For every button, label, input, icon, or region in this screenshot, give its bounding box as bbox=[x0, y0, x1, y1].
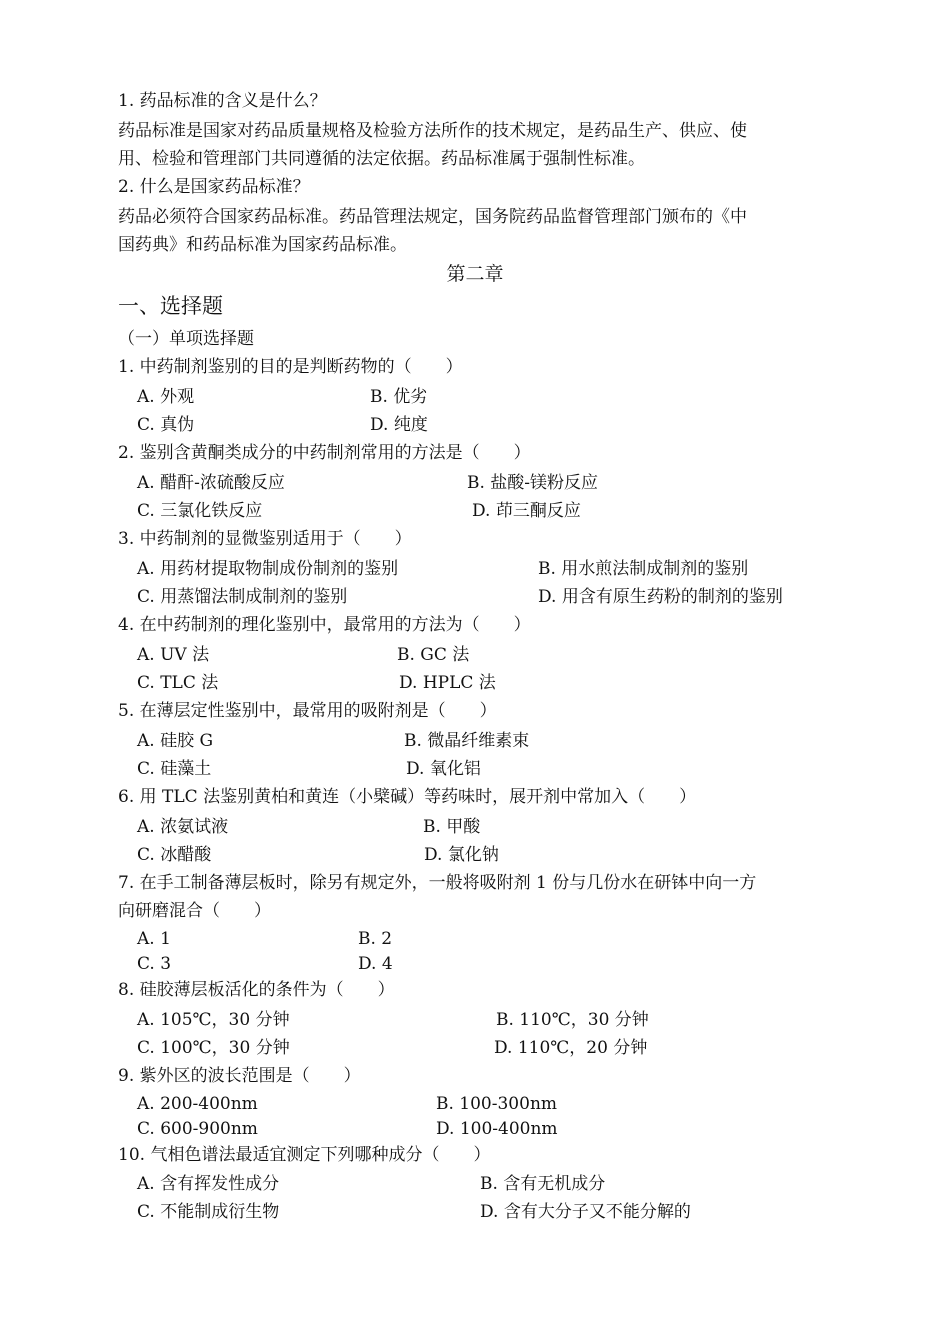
question-8-option-a: A. 105℃，30 分钟 bbox=[137, 1010, 290, 1030]
question-10-option-c: C. 不能制成衍生物 bbox=[137, 1202, 280, 1222]
intro-answer-2-line-2: 国药典》和药品标准为国家药品标准。 bbox=[118, 235, 407, 255]
question-3-option-c: C. 用蒸馏法制成制剂的鉴别 bbox=[137, 587, 348, 607]
question-10-option-d: D. 含有大分子又不能分解的 bbox=[480, 1202, 691, 1222]
question-7-option-b: B. 2 bbox=[358, 929, 393, 949]
intro-question-1: 1. 药品标准的含义是什么？ bbox=[118, 91, 327, 111]
question-5-option-a: A. 硅胶 G bbox=[137, 731, 214, 751]
question-2-option-a: A. 醋酐-浓硫酸反应 bbox=[137, 473, 285, 493]
question-2-stem: 2. 鉴别含黄酮类成分的中药制剂常用的方法是（ ） bbox=[118, 443, 531, 463]
question-1-option-d: D. 纯度 bbox=[370, 415, 428, 435]
question-1-option-c: C. 真伪 bbox=[137, 415, 195, 435]
question-7-option-d: D. 4 bbox=[358, 954, 393, 974]
intro-answer-1-line-2: 用、检验和管理部门共同遵循的法定依据。药品标准属于强制性标准。 bbox=[118, 149, 645, 169]
question-4-stem: 4. 在中药制剂的理化鉴别中，最常用的方法为（ ） bbox=[118, 615, 531, 635]
question-10-option-a: A. 含有挥发性成分 bbox=[137, 1174, 280, 1194]
question-1-stem: 1. 中药制剂鉴别的目的是判断药物的（ ） bbox=[118, 357, 463, 377]
question-3-option-d: D. 用含有原生药粉的制剂的鉴别 bbox=[538, 587, 783, 607]
question-9-option-b: B. 100-300nm bbox=[436, 1094, 558, 1114]
question-8-option-b: B. 110℃，30 分钟 bbox=[496, 1010, 649, 1030]
question-10-stem: 10. 气相色谱法最适宜测定下列哪种成分（ ） bbox=[118, 1145, 491, 1165]
question-7-option-a: A. 1 bbox=[137, 929, 171, 949]
question-2-option-b: B. 盐酸-镁粉反应 bbox=[467, 473, 599, 493]
question-1-option-a: A. 外观 bbox=[137, 387, 195, 407]
intro-question-2: 2. 什么是国家药品标准？ bbox=[118, 177, 310, 197]
intro-answer-2-line-1: 药品必须符合国家药品标准。药品管理法规定，国务院药品监督管理部门颁布的《中 bbox=[118, 207, 747, 227]
question-5-option-c: C. 硅藻土 bbox=[137, 759, 212, 779]
question-6-option-d: D. 氯化钠 bbox=[424, 845, 499, 865]
question-5-stem: 5. 在薄层定性鉴别中，最常用的吸附剂是（ ） bbox=[118, 701, 497, 721]
question-9-option-c: C. 600-900nm bbox=[137, 1119, 258, 1139]
section-title: 一、选择题 bbox=[118, 294, 223, 318]
intro-answer-1-line-1: 药品标准是国家对药品质量规格及检验方法所作的技术规定，是药品生产、供应、使 bbox=[118, 121, 747, 141]
chapter-title: 第二章 bbox=[446, 263, 504, 285]
question-1-option-b: B. 优劣 bbox=[370, 387, 428, 407]
question-8-stem: 8. 硅胶薄层板活化的条件为（ ） bbox=[118, 980, 395, 1000]
question-2-option-c: C. 三氯化铁反应 bbox=[137, 501, 263, 521]
question-9-stem: 9. 紫外区的波长范围是（ ） bbox=[118, 1066, 361, 1086]
question-4-option-a: A. UV 法 bbox=[137, 645, 210, 665]
question-7-stem-continued: 向研磨混合（ ） bbox=[118, 901, 271, 921]
question-3-stem: 3. 中药制剂的显微鉴别适用于（ ） bbox=[118, 529, 412, 549]
question-6-option-a: A. 浓氨试液 bbox=[137, 817, 229, 837]
question-4-option-c: C. TLC 法 bbox=[137, 673, 219, 693]
question-3-option-b: B. 用水煎法制成制剂的鉴别 bbox=[538, 559, 749, 579]
subsection-title: （一）单项选择题 bbox=[118, 329, 254, 349]
question-8-option-d: D. 110℃，20 分钟 bbox=[494, 1038, 648, 1058]
question-5-option-b: B. 微晶纤维素束 bbox=[404, 731, 530, 751]
question-6-option-c: C. 冰醋酸 bbox=[137, 845, 212, 865]
question-7-option-c: C. 3 bbox=[137, 954, 172, 974]
question-4-option-b: B. GC 法 bbox=[397, 645, 470, 665]
question-2-option-d: D. 茚三酮反应 bbox=[472, 501, 581, 521]
question-9-option-a: A. 200-400nm bbox=[137, 1094, 258, 1114]
question-7-stem: 7. 在手工制备薄层板时，除另有规定外，一般将吸附剂 1 份与几份水在研钵中向一方 bbox=[118, 873, 757, 893]
question-4-option-d: D. HPLC 法 bbox=[399, 673, 496, 693]
question-5-option-d: D. 氧化铝 bbox=[406, 759, 481, 779]
question-6-stem: 6. 用 TLC 法鉴别黄柏和黄连（小檗碱）等药味时，展开剂中常加入（ ） bbox=[118, 787, 697, 807]
question-3-option-a: A. 用药材提取物制成份制剂的鉴别 bbox=[137, 559, 399, 579]
question-9-option-d: D. 100-400nm bbox=[436, 1119, 558, 1139]
question-10-option-b: B. 含有无机成分 bbox=[480, 1174, 606, 1194]
question-6-option-b: B. 甲酸 bbox=[423, 817, 481, 837]
question-8-option-c: C. 100℃，30 分钟 bbox=[137, 1038, 290, 1058]
